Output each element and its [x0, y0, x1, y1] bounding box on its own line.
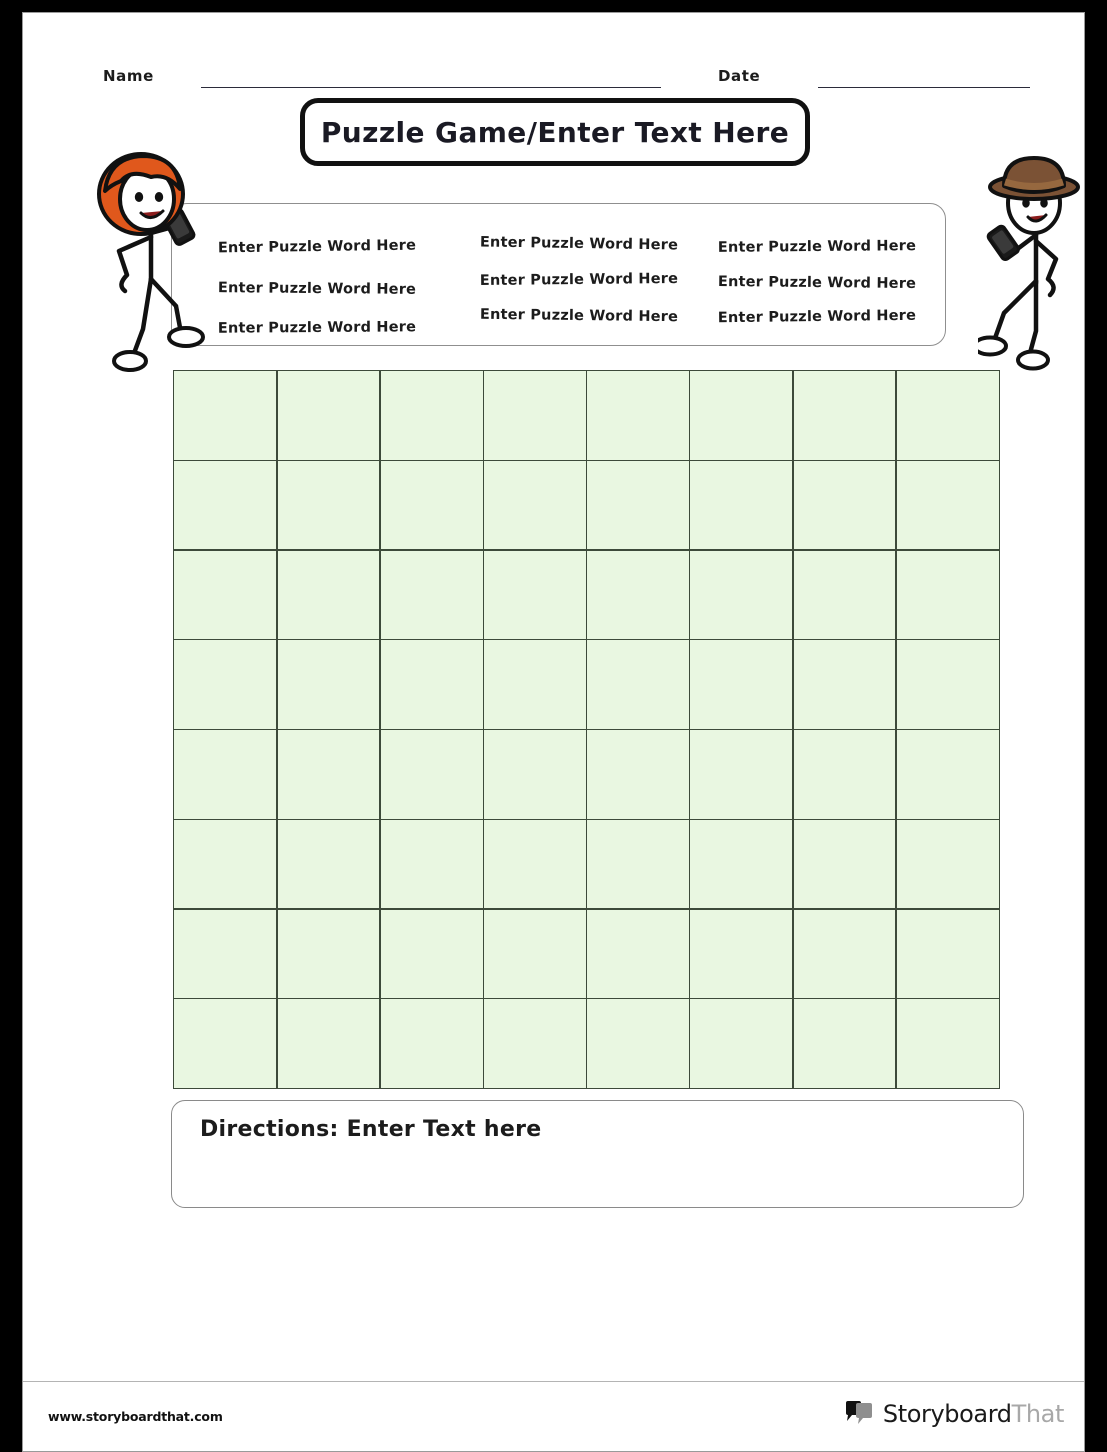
grid-cell[interactable] — [897, 551, 999, 639]
grid-cell[interactable] — [897, 999, 999, 1087]
grid-cell[interactable] — [690, 640, 792, 728]
grid-cell[interactable] — [794, 551, 896, 639]
puzzle-word[interactable]: Enter Puzzle Word Here — [217, 319, 417, 337]
grid-cell[interactable] — [897, 371, 999, 459]
grid-cell[interactable] — [174, 371, 276, 459]
grid-cell[interactable] — [587, 640, 689, 728]
grid-cell[interactable] — [174, 640, 276, 728]
grid-cell[interactable] — [897, 730, 999, 818]
puzzle-word[interactable]: Enter Puzzle Word Here — [717, 273, 917, 293]
footer-url[interactable]: www.storyboardthat.com — [48, 1409, 223, 1424]
logo-storyboard-text: Storyboard — [882, 1400, 1012, 1428]
grid-cell[interactable] — [690, 551, 792, 639]
grid-cell[interactable] — [484, 551, 586, 639]
grid-cell[interactable] — [381, 640, 483, 728]
grid-cell[interactable] — [484, 999, 586, 1087]
puzzle-word[interactable]: Enter Puzzle Word Here — [479, 234, 679, 254]
grid-cell[interactable] — [278, 999, 380, 1087]
grid-cell[interactable] — [278, 820, 380, 908]
girl-with-phone-icon — [81, 151, 231, 379]
grid-cell[interactable] — [278, 371, 380, 459]
grid-cell[interactable] — [897, 461, 999, 549]
grid-cell[interactable] — [484, 461, 586, 549]
logo-wordmark — [883, 1400, 1064, 1428]
grid-cell[interactable] — [587, 461, 689, 549]
grid-cell[interactable] — [174, 999, 276, 1087]
grid-cell[interactable] — [587, 371, 689, 459]
grid-cell[interactable] — [587, 551, 689, 639]
grid-cell[interactable] — [381, 371, 483, 459]
grid-cell[interactable] — [794, 999, 896, 1087]
grid-cell[interactable] — [174, 461, 276, 549]
grid-cell[interactable] — [587, 999, 689, 1087]
grid-cell[interactable] — [484, 910, 586, 998]
logo-that-text: That — [1011, 1400, 1064, 1428]
puzzle-grid — [173, 370, 1000, 1089]
grid-cell[interactable] — [897, 820, 999, 908]
grid-cell[interactable] — [174, 551, 276, 639]
grid-cell[interactable] — [278, 910, 380, 998]
puzzle-word[interactable]: Enter Puzzle Word Here — [717, 238, 917, 256]
puzzle-word[interactable]: Enter Puzzle Word Here — [217, 280, 417, 298]
date-label: Date — [718, 67, 761, 85]
grid-cell[interactable] — [587, 820, 689, 908]
grid-cell[interactable] — [690, 461, 792, 549]
grid-cell[interactable] — [484, 820, 586, 908]
grid-cell[interactable] — [690, 910, 792, 998]
grid-cell[interactable] — [484, 640, 586, 728]
grid-cell[interactable] — [690, 820, 792, 908]
directions-text: Directions: Enter Text here — [200, 1117, 542, 1142]
grid-cell[interactable] — [587, 910, 689, 998]
grid-cell[interactable] — [381, 461, 483, 549]
grid-cell[interactable] — [381, 820, 483, 908]
grid-cell[interactable] — [794, 371, 896, 459]
grid-cell[interactable] — [690, 999, 792, 1087]
grid-cell[interactable] — [484, 730, 586, 818]
name-input-line[interactable] — [201, 87, 661, 88]
grid-cell[interactable] — [794, 910, 896, 998]
name-date-row — [23, 55, 1085, 89]
grid-cell[interactable] — [278, 640, 380, 728]
grid-cell[interactable] — [174, 820, 276, 908]
grid-cell[interactable] — [690, 371, 792, 459]
grid-cell[interactable] — [381, 910, 483, 998]
grid-cell[interactable] — [897, 640, 999, 728]
grid-cell[interactable] — [278, 461, 380, 549]
grid-cell[interactable] — [381, 999, 483, 1087]
grid-cell[interactable] — [794, 461, 896, 549]
grid-cell[interactable] — [794, 730, 896, 818]
word-bank-column — [692, 220, 942, 332]
directions-box[interactable] — [171, 1100, 1024, 1208]
worksheet-page — [22, 12, 1085, 1452]
grid-cell[interactable] — [794, 820, 896, 908]
date-input-line[interactable] — [818, 87, 1030, 88]
grid-cell[interactable] — [278, 551, 380, 639]
name-label: Name — [103, 67, 154, 85]
word-bank-column — [454, 220, 704, 332]
storyboardthat-logo[interactable] — [845, 1400, 1064, 1428]
footer — [23, 1381, 1085, 1451]
boy-with-hat-icon — [978, 155, 1085, 380]
speech-bubbles-icon — [845, 1401, 875, 1427]
word-bank-box — [171, 203, 946, 346]
worksheet-title: Puzzle Game/Enter Text Here — [320, 115, 790, 149]
grid-cell[interactable] — [174, 730, 276, 818]
puzzle-word[interactable]: Enter Puzzle Word Here — [479, 306, 679, 326]
grid-cell[interactable] — [174, 910, 276, 998]
grid-cell[interactable] — [794, 640, 896, 728]
title-box[interactable] — [300, 98, 810, 166]
grid-cell[interactable] — [897, 910, 999, 998]
grid-cell[interactable] — [484, 371, 586, 459]
puzzle-word[interactable]: Enter Puzzle Word Here — [217, 237, 417, 257]
grid-cell[interactable] — [587, 730, 689, 818]
grid-cell[interactable] — [381, 551, 483, 639]
puzzle-word[interactable]: Enter Puzzle Word Here — [479, 270, 679, 290]
grid-cell[interactable] — [278, 730, 380, 818]
grid-cell[interactable] — [690, 730, 792, 818]
puzzle-word[interactable]: Enter Puzzle Word Here — [717, 307, 917, 327]
grid-cell[interactable] — [381, 730, 483, 818]
